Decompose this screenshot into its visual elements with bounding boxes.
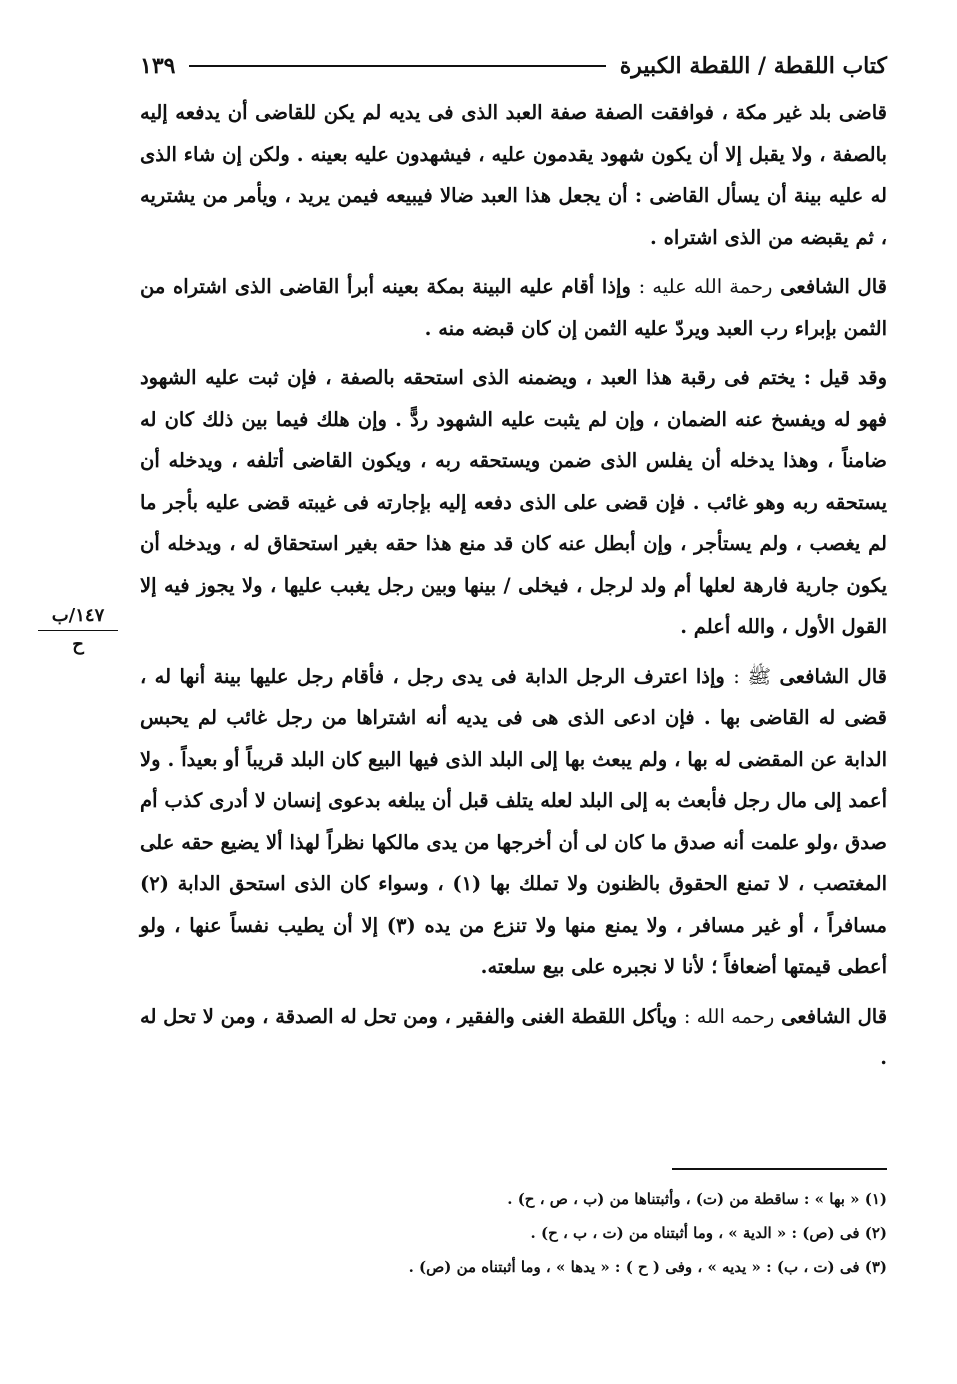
paragraph-text: وقد قيل : يختم فى رقبة هذا العبد ، ويضمنه الذى استحقه بالصفة ، فإن ثبت عليه الشهود فهو له ويفسخ عنه الضمان ، وإن لم يثبت عليه الشهود ردًّ . وإن هلك فيما بين ذلك كان له ضامناً ، وهذا يدخله أن يفلس الذى ضمن ويستحقه ربه ، ويكون القاضى أتلفه ، ويدخله أن يستحقه ربه وهو غائب . فإن قضى على الذى دفعه إليه بإجارته فى غيبته قضى عليه بأجر ما لم يغصب ، ولم يستأجر ، وإن أبطل عنه كان قد منع هذا حقه بغير استحقاق له ، ويدخله أن يكون جارية فارهة لعلها أم ولد لرجل ، فيخلى / بينها وبين رجل يغبب عليها ، ولا يجوز فيه إلا القول الأول ، والله أعلم . [140,366,887,638]
speaker-suffix: رحمه الله : [683,1004,775,1028]
paragraph-text: ويأكل اللقطة الغنى والفقير ، ومن تحل له الصدقة ، ومن لا تحل له . [140,1004,887,1069]
paragraph [140,266,887,349]
paragraph [140,656,887,988]
paragraph-text: وإذا أقام عليه البينة بمكة بعينه أبرأ القاضى الذى اشتراه من الثمن بإبراء رب العبد ويردّ عليه الثمن إن كان قبضه منه . [140,275,887,340]
footnote: (٣) فى (ت ، ب) : « يديه » ، وفى ( ح ) : « يدها » ، وما أثبتناه من (ص) . [408,1258,887,1276]
speaker: قال الشافعى [780,275,887,298]
main-text [140,92,887,1079]
footnotes [140,1182,887,1284]
manuscript-margin-note [38,604,118,657]
speaker: قال الشافعى [779,664,887,688]
paragraph [140,996,887,1079]
paragraph [140,357,887,648]
footnote-separator [672,1168,887,1170]
running-header [140,46,887,86]
speaker-suffix: رحمة الله عليه : [638,275,773,298]
footnote: (٢) فى (ص) : « الدية » ، وما أثبتناه من (ت ، ب ، ح) . [530,1224,887,1242]
speaker: قال الشافعى [781,1004,888,1028]
paragraph [140,92,887,258]
book-title: كتاب اللقطة / اللقطة الكبيرة [619,53,887,79]
paragraph-text: قاضى بلد غير مكة ، فوافقت الصفة صفة العبد الذى فى يديه لم يكن للقاضى أن يدفعه إليه بالصفة ، ولا يقبل إلا أن يكون شهود يقدمون عليه ، فيشهدون عليه بعينه . ولكن إن شاء الذى له عليه بينة أن يسأل القاضى : أن يجعل هذا العبد ضالا فيبيعه فيمن يريد ، ويأمر من يشتريه ، ثم يقبضه من الذى اشتراه . [140,101,887,249]
footnote: (١) « بها » : ساقطة من (ت) ، وأثبتناها من (ب ، ص ، ح) . [507,1190,887,1208]
header-rule [189,65,605,67]
speaker-suffix: ﷺ : [733,664,772,688]
page-number: ١٣٩ [140,53,176,79]
paragraph-text: وإذا اعترف الرجل الدابة فى يدى رجل ، فأقام رجل عليها بينة أنها له ، قضى له القاضى بها . فإن ادعى الذى هى فى يديه أنه اشتراها من رجل غائب لم يحبس الدابة عن المقضى له بها ، ولم يبعث بها إلى البلد الذى فيها البيع كان البلد قريباً أو بعيداً . ولا أعمد إلى مال رجل فأبعث به إلى البلد لعله يتلف قبل أن يبلغه بدعوى إنسان لا أدرى كذب أم صدق ،ولو علمت أنه صدق ما كان لى أن أخرجها من يدى مالكها نظراً لهذا ألا يضيع حقه على المغتصب ، لا تمنع الحقوق بالظنون ولا تملك بها (١) ، وسواء كان الذى استحق الدابة (٢) مسافراً ، أو غير مسافر ، ولا يمنع منها ولا تنزع من يده (٣) إلا أن يطيب نفساً عنها ، ولو أعطى قيمتها أضعافاً ؛ لأنا لا نجبره على بيع سلعته. [140,664,887,978]
margin-note-folio: ١٤٧/ب [38,604,118,631]
margin-note-siglum: ح [72,634,84,655]
